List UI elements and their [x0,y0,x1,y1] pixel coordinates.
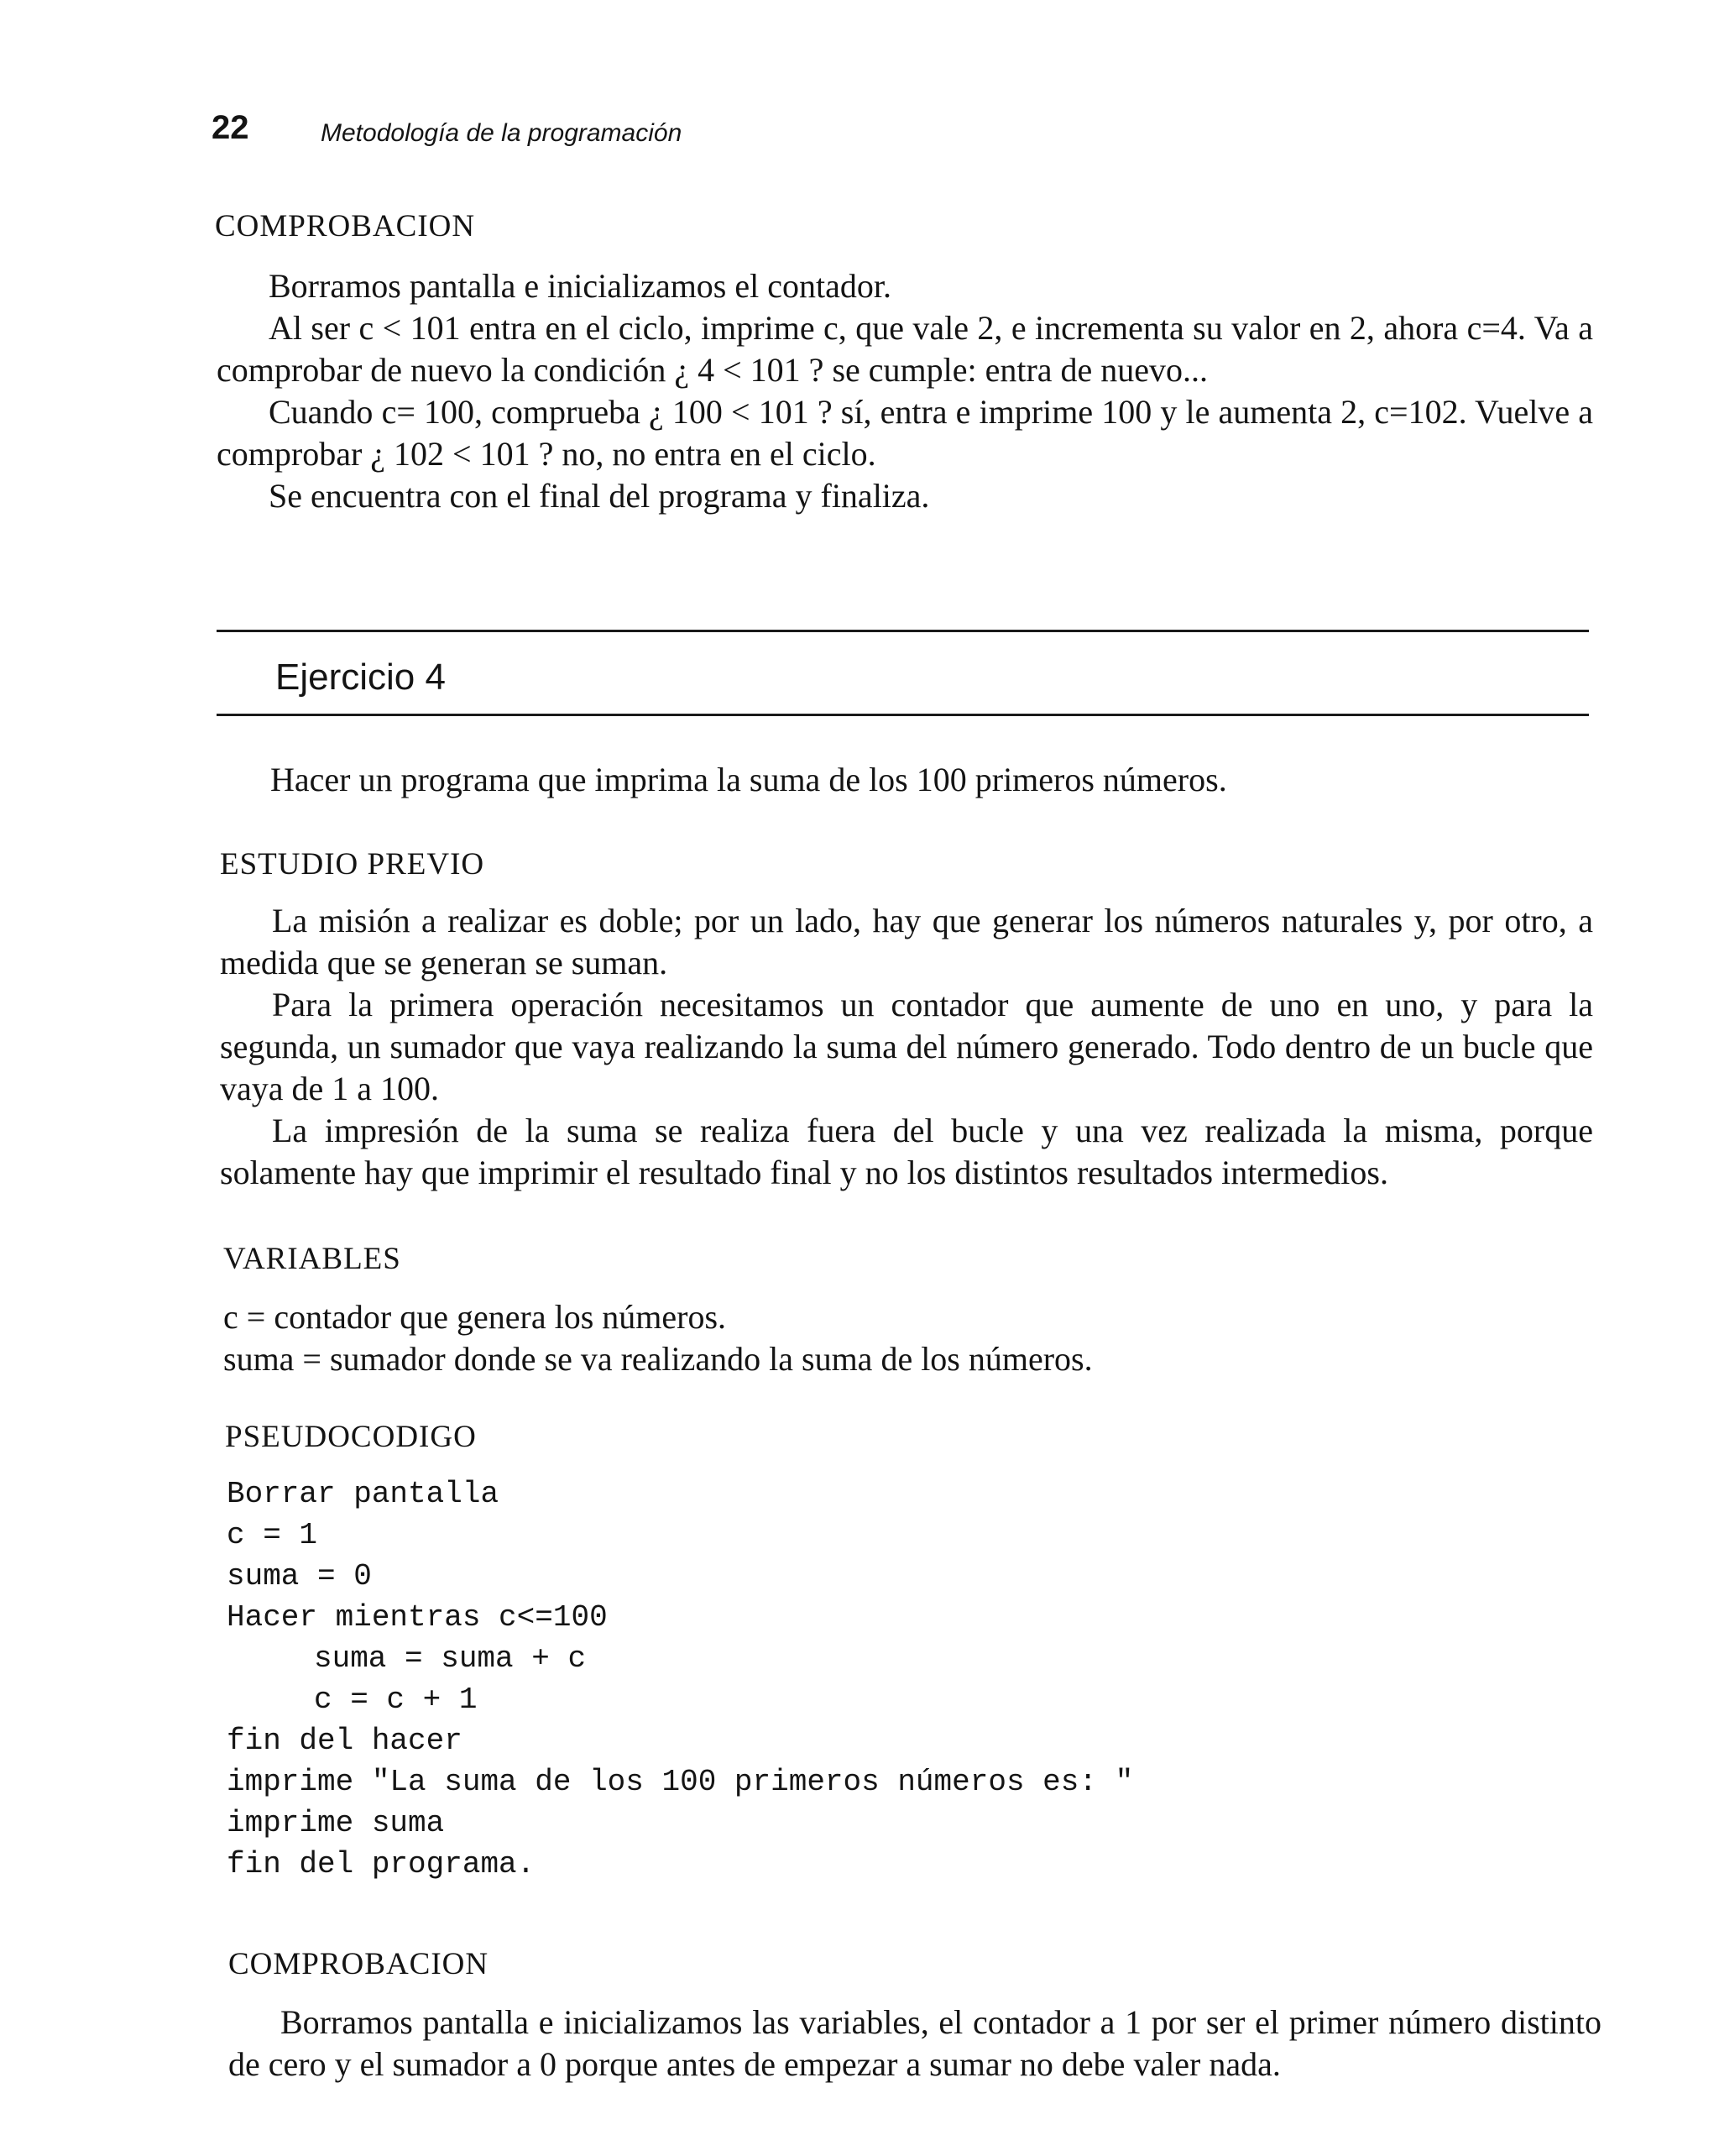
section-heading-pseudocodigo: PSEUDOCODIGO [225,1420,477,1454]
section-heading-comprobacion: COMPROBACION [215,209,476,243]
exercise-title: Ejercicio 4 [275,657,446,698]
paragraph: Se encuentra con el final del programa y finaliza. [269,477,930,515]
comprobacion-2-body [228,2002,1601,2085]
pseudocode-block [227,1473,1133,1885]
page-number: 22 [212,109,249,146]
code-line: fin del hacer [227,1724,462,1758]
code-line: suma = 0 [227,1559,372,1593]
paragraph: Borramos pantalla e inicializamos las variables, el contador a 1 por ser el primer número distinto de cero y el sumador a 0 porque antes de empezar a sumar no debe valer nada. [228,2003,1601,2083]
variables-list [223,1296,1583,1380]
variable-item: c = contador que genera los números. [223,1298,727,1336]
estudio-previo-body [220,900,1593,1194]
section-heading-variables: VARIABLES [223,1242,401,1276]
code-line: suma = suma + c [314,1641,587,1676]
section-heading-estudio-previo: ESTUDIO PREVIO [220,847,485,882]
code-line: c = c + 1 [314,1682,478,1717]
paragraph: Cuando c= 100, comprueba ¿ 100 < 101 ? sí, entra e imprime 100 y le aumenta 2, c=102. Vuelve a comprobar ¿ 102 < 101 ? no, no entra en el ciclo. [217,393,1593,473]
comprobacion-body [217,265,1593,517]
paragraph: La impresión de la suma se realiza fuera del bucle y una vez realizada la misma, porque solamente hay que imprimir el resultado final y no los distintos resultados intermedios. [220,1112,1593,1191]
paragraph: La misión a realizar es doble; por un lado, hay que generar los números naturales y, por otro, a medida que se generan se suman. [220,902,1593,981]
code-line: fin del programa. [227,1847,536,1881]
code-line: c = 1 [227,1518,318,1552]
code-line: Hacer mientras c<=100 [227,1600,608,1635]
variable-item: suma = sumador donde se va realizando la suma de los números. [223,1340,1093,1378]
code-line: imprime "La suma de los 100 primeros números es: " [227,1765,1134,1799]
exercise-statement: Hacer un programa que imprima la suma de los 100 primeros números. [270,761,1227,798]
exercise-top-rule [217,630,1589,632]
section-heading-comprobacion-2: COMPROBACION [228,1947,489,1981]
paragraph: Al ser c < 101 entra en el ciclo, imprime c, que vale 2, e incrementa su valor en 2, ahora c=4. Va a comprobar de nuevo la condición ¿ 4 < 101 ? se cumple: entra de nuevo... [217,309,1593,389]
exercise-bottom-rule [217,714,1589,716]
code-line: Borrar pantalla [227,1477,499,1511]
running-title: Metodología de la programación [321,119,682,147]
code-line: imprime suma [227,1806,445,1840]
paragraph: Borramos pantalla e inicializamos el contador. [269,267,891,305]
paragraph: Para la primera operación necesitamos un contador que aumente de uno en uno, y para la segunda, un sumador que vaya realizando la suma del número generado. Todo dentro de un bucle que vaya de 1 a 100. [220,986,1593,1107]
